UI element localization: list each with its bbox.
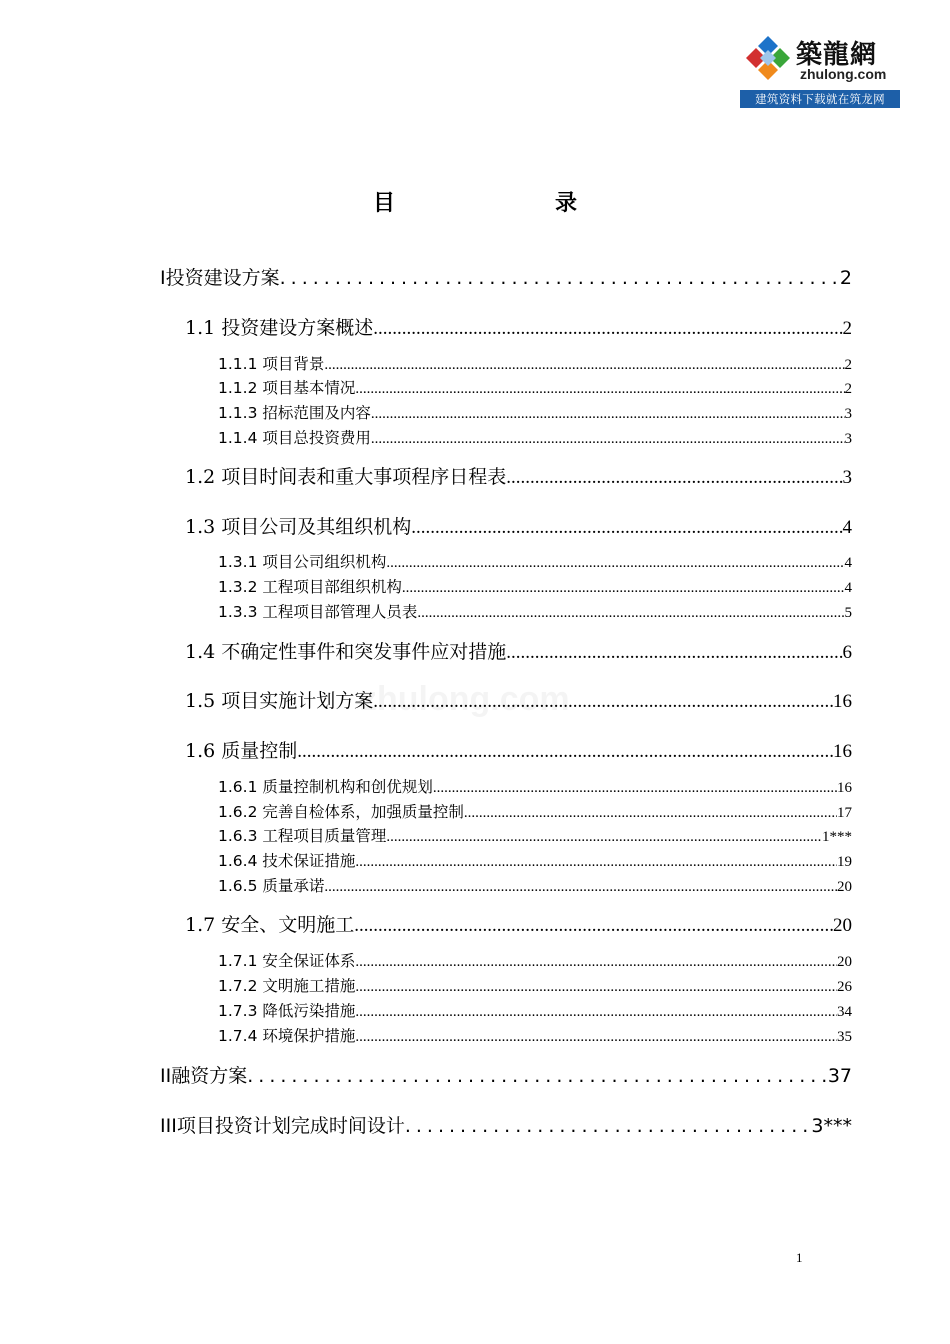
- toc-entry-label: 1.1.4 项目总投资费用: [218, 429, 371, 447]
- toc-entry-page: 3***: [811, 1115, 852, 1137]
- toc-entry[interactable]: [185, 910, 852, 937]
- toc-entry[interactable]: [160, 263, 852, 290]
- toc-leader: [297, 741, 833, 763]
- toc-leader: [324, 357, 844, 374]
- toc-entry-page: 1***: [822, 829, 852, 845]
- toc-leader: [464, 805, 837, 822]
- toc-entry[interactable]: [218, 426, 852, 448]
- toc-part-number: I: [160, 267, 166, 289]
- toc-entry-label: 1.1.2 项目基本情况: [218, 379, 356, 397]
- toc-entry[interactable]: [185, 462, 852, 489]
- toc-entry-label: 1.3.3 工程项目部管理人员表: [218, 603, 418, 621]
- toc-entry-page: 2: [844, 357, 852, 373]
- toc-entry-label: 1.7.1 安全保证体系: [218, 952, 356, 970]
- toc-part-number: III: [160, 1115, 177, 1137]
- toc-entry-label: 1.7.2 文明施工措施: [218, 977, 356, 995]
- toc-entry[interactable]: [218, 849, 852, 871]
- toc-leader: [411, 517, 842, 539]
- toc-leader: [386, 829, 822, 846]
- toc-entry[interactable]: [218, 824, 852, 846]
- toc-entry[interactable]: [218, 775, 852, 797]
- toc-leader: [373, 691, 833, 713]
- toc-entry-label: 1.5 项目实施计划方案: [185, 690, 374, 712]
- toc-entry[interactable]: [218, 401, 852, 423]
- toc-entry-label: 1.3.1 项目公司组织机构: [218, 553, 387, 571]
- logo-chinese-name: 築龍網: [796, 40, 878, 70]
- toc-leader: [355, 854, 837, 871]
- toc-entry[interactable]: [218, 999, 852, 1021]
- toc-entry-label: 1.2 项目时间表和重大事项程序日程表: [185, 466, 507, 488]
- toc-entry-page: 16: [833, 691, 852, 712]
- toc-entry[interactable]: [185, 736, 852, 763]
- toc-leader: [354, 915, 833, 937]
- toc-leader: [247, 1065, 828, 1087]
- toc-entry-page: 4: [844, 580, 852, 596]
- toc-entry-page: 20: [837, 879, 852, 895]
- toc-entry-label: 1.6.4 技术保证措施: [218, 852, 356, 870]
- toc-entry-page: 34: [837, 1004, 852, 1020]
- toc-leader: [433, 780, 837, 797]
- toc-entry[interactable]: [218, 600, 852, 622]
- toc-entry[interactable]: [218, 1024, 852, 1046]
- toc-entry-page: 4: [844, 555, 852, 571]
- toc-part-number: II: [160, 1065, 172, 1087]
- toc-leader: [506, 642, 842, 664]
- toc-entry-label: 投资建设方案: [165, 267, 280, 289]
- toc-entry-page: 3: [842, 467, 852, 488]
- toc-leader: [355, 1029, 837, 1046]
- toc-entry[interactable]: [218, 550, 852, 572]
- toc-entry[interactable]: [160, 1111, 852, 1138]
- toc-leader: [405, 1115, 812, 1137]
- toc-leader: [417, 605, 844, 622]
- toc-leader: [371, 431, 845, 448]
- toc-entry-label: 1.6.2 完善自检体系，加强质量控制: [218, 803, 464, 821]
- toc-leader: [355, 1004, 837, 1021]
- toc-entry-page: 20: [833, 915, 852, 936]
- toc-entry-page: 2: [844, 381, 852, 397]
- toc-entry[interactable]: [218, 376, 852, 398]
- toc-entry-page: 35: [837, 1029, 852, 1045]
- toc-entry-page: 20: [837, 954, 852, 970]
- toc-leader: [386, 555, 844, 572]
- toc-entry-label: 1.7.4 环境保护措施: [218, 1027, 356, 1045]
- toc-entry-label: 1.6.1 质量控制机构和创优规划: [218, 778, 433, 796]
- toc-entry[interactable]: [185, 637, 852, 664]
- toc-entry-label: 1.4 不确定性事件和突发事件应对措施: [185, 641, 507, 663]
- toc-entry-label: 融资方案: [171, 1065, 248, 1087]
- toc-entry-page: 19: [837, 854, 852, 870]
- toc-entry-label: 项目投资计划完成时间设计: [176, 1115, 405, 1137]
- toc-leader: [280, 267, 840, 289]
- page-number: 1: [796, 1250, 803, 1265]
- toc-entry[interactable]: [218, 352, 852, 374]
- toc-entry-label: 1.7.3 降低污染措施: [218, 1002, 356, 1020]
- toc-leader: [402, 580, 845, 597]
- logo-slogan: 建筑资料下载就在筑龙网: [740, 90, 900, 108]
- toc-entry-label: 1.6 质量控制: [185, 740, 298, 762]
- toc-entry-page: 3: [844, 406, 852, 422]
- toc-entry-page: 2: [839, 267, 852, 289]
- toc-entry-label: 1.1.1 项目背景: [218, 355, 325, 373]
- toc-entry[interactable]: [218, 874, 852, 896]
- toc-entry-page: 6: [842, 642, 852, 663]
- title-char-2: 录: [555, 191, 578, 216]
- logo-domain: zhulong.com: [800, 66, 887, 82]
- toc-leader: [355, 954, 837, 971]
- toc-entry-label: 1.6.3 工程项目质量管理: [218, 827, 387, 845]
- toc-entry-label: 1.7 安全、文明施工: [185, 914, 355, 936]
- toc-entry-page: 5: [844, 605, 852, 621]
- toc-entry-label: 1.1 投资建设方案概述: [185, 317, 374, 339]
- toc-entry[interactable]: [185, 686, 852, 713]
- toc-entry[interactable]: [185, 313, 852, 340]
- toc-entry-page: 16: [837, 780, 852, 796]
- toc-entry-label: 1.6.5 质量承诺: [218, 877, 325, 895]
- toc-entry-page: 37: [827, 1065, 852, 1087]
- toc-leader: [324, 879, 837, 896]
- toc-entry-page: 17: [837, 805, 852, 821]
- toc-entry[interactable]: [160, 1061, 852, 1088]
- toc-entry-page: 3: [844, 431, 852, 447]
- toc-entry[interactable]: [218, 575, 852, 597]
- toc-entry-page: 2: [842, 318, 852, 339]
- toc-entry[interactable]: [218, 949, 852, 971]
- toc-entry[interactable]: [218, 800, 852, 822]
- title-char-1: 目: [372, 191, 395, 216]
- toc-entry[interactable]: [185, 512, 852, 539]
- toc-entry-label: 1.3.2 工程项目部组织机构: [218, 578, 402, 596]
- toc-leader: [373, 318, 842, 340]
- toc-entry-page: 16: [833, 741, 852, 762]
- toc-entry-page: 26: [837, 979, 852, 995]
- toc-leader: [355, 381, 844, 398]
- toc-leader: [371, 406, 845, 423]
- toc-leader: [506, 467, 842, 489]
- toc-entry-page: 4: [842, 517, 852, 538]
- toc-entry-label: 1.1.3 招标范围及内容: [218, 404, 371, 422]
- toc-leader: [355, 979, 837, 996]
- toc-entry-label: 1.3 项目公司及其组织机构: [185, 516, 412, 538]
- toc-entry[interactable]: [218, 974, 852, 996]
